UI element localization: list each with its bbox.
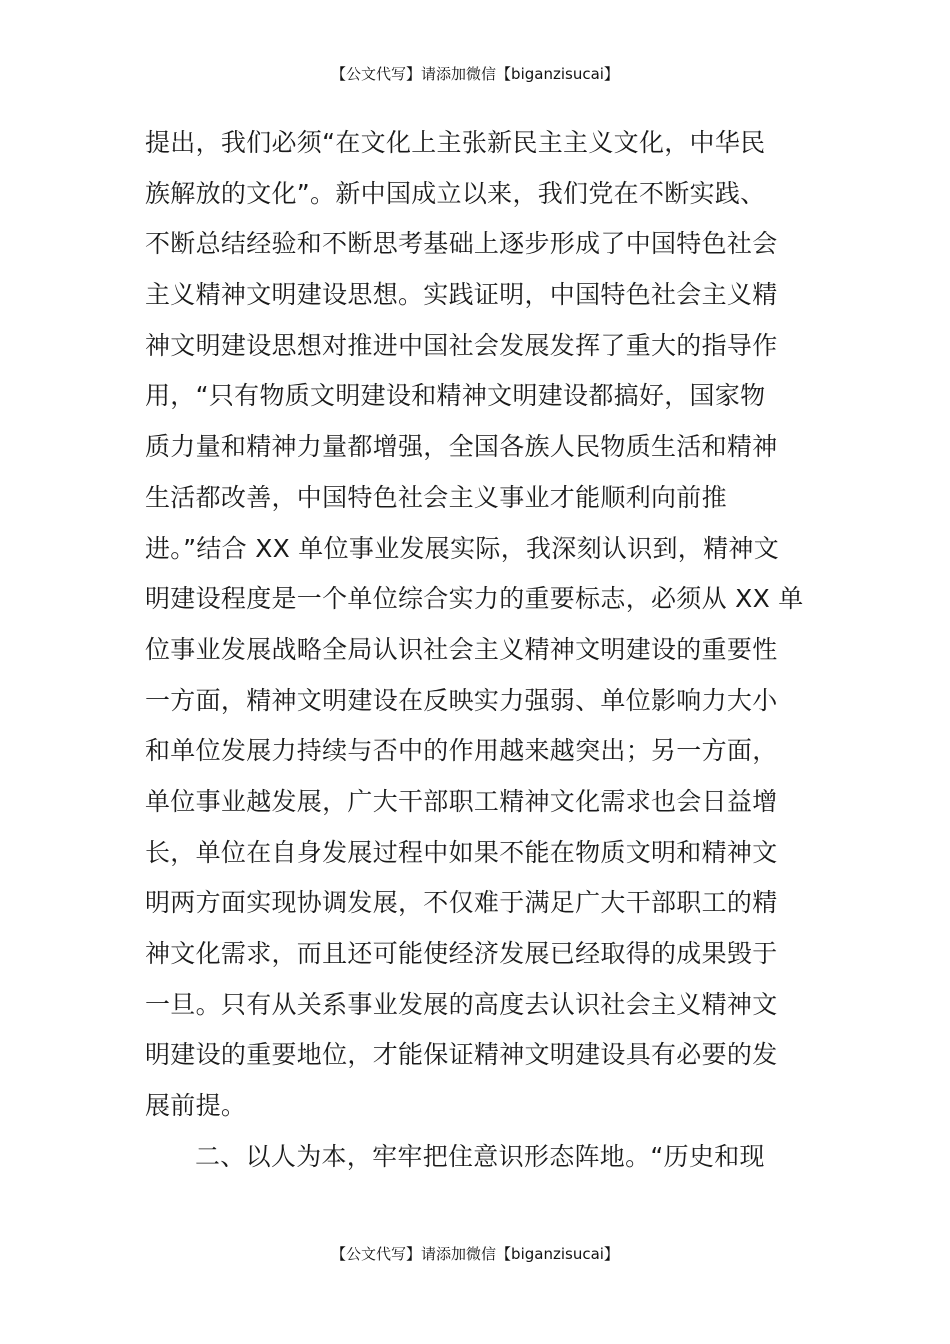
- body-line: 展前提。: [145, 1091, 247, 1121]
- body-line: 族解放的文化”。新中国成立以来，我们党在不断实践、: [145, 178, 766, 208]
- body-line: 明建设的重要地位，才能保证精神文明建设具有必要的发: [145, 1040, 778, 1070]
- body-line: 一方面，精神文明建设在反映实力强弱、单位影响力大小: [145, 685, 778, 715]
- body-line: 提出，我们必须“在文化上主张新民主主义文化，中华民: [145, 128, 766, 157]
- body-line: 生活都改善，中国特色社会主义事业才能顺利向前推: [145, 482, 727, 512]
- body-line: 单位事业越发展，广大干部职工精神文化需求也会日益增: [145, 786, 778, 816]
- body-line: 神文化需求，而且还可能使经济发展已经取得的成果毁于: [145, 939, 778, 968]
- body-line: 一旦。只有从关系事业发展的高度去认识社会主义精神文: [145, 989, 778, 1019]
- body-line: 明两方面实现协调发展，不仅难于满足广大干部职工的精: [145, 888, 778, 918]
- body-line: 主义精神文明建设思想。实践证明，中国特色社会主义精: [145, 280, 778, 310]
- body-line: 长，单位在自身发展过程中如果不能在物质文明和精神文: [145, 837, 778, 867]
- body-line: 和单位发展力持续与否中的作用越来越突出；另一方面，: [145, 736, 778, 766]
- body-line: 不断总结经验和不断思考基础上逐步形成了中国特色社会: [145, 229, 778, 259]
- page-header: 【公文代写】请添加微信【biganzisucai】: [331, 65, 619, 83]
- document-body: [145, 118, 815, 1182]
- body-line: 质力量和精神力量都增强，全国各族人民物质生活和精神: [145, 432, 778, 462]
- body-line: 神文明建设思想对推进中国社会发展发挥了重大的指导作: [145, 330, 778, 360]
- page-footer: 【公文代写】请添加微信【biganzisucai】: [331, 1245, 619, 1263]
- body-line: 用，“只有物质文明建设和精神文明建设都搞好，国家物: [145, 381, 766, 411]
- body-line: 进。”结合 XX 单位事业发展实际，我深刻认识到，精神文: [145, 533, 779, 563]
- section-heading-line: 二、以人为本，牢牢把住意识形态阵地。“历史和现: [195, 1141, 765, 1171]
- body-line: 位事业发展战略全局认识社会主义精神文明建设的重要性: [145, 634, 778, 664]
- body-line: 明建设程度是一个单位综合实力的重要标志，必须从 XX 单: [145, 584, 804, 614]
